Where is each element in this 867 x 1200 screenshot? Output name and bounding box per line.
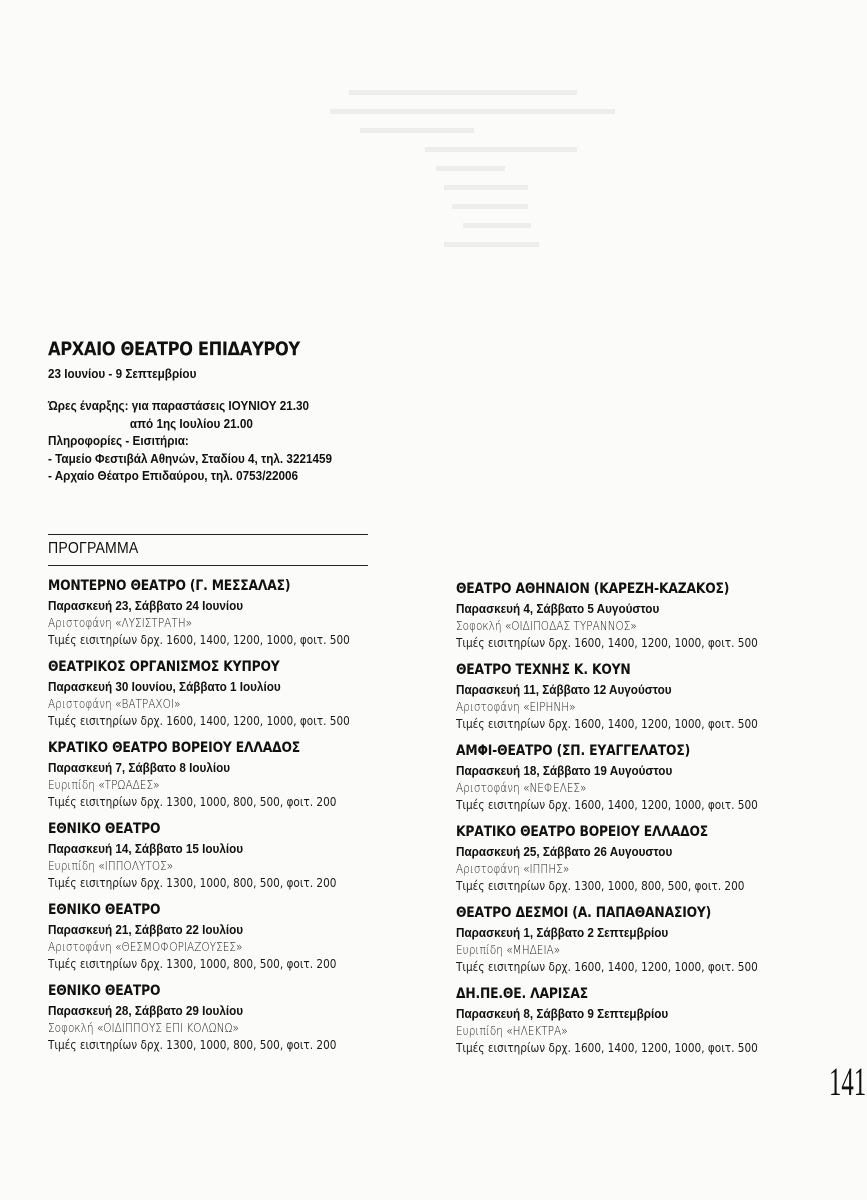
program-entry bbox=[456, 903, 836, 975]
ticket-prices: Τιμές εισιτηρίων δρχ. 1600, 1400, 1200, 1000, φοιτ. 500 bbox=[48, 632, 350, 647]
company-name: ΜΟΝΤΕΡΝΟ ΘΕΑΤΡΟ (Γ. ΜΕΣΣΑΛΑΣ) bbox=[48, 578, 291, 594]
program-entry bbox=[456, 579, 836, 651]
ticket-prices: Τιμές εισιτηρίων δρχ. 1300, 1000, 800, 500, φοιτ. 200 bbox=[456, 878, 745, 893]
performance-dates: Παρασκευή 28, Σάββατο 29 Ιουλίου bbox=[48, 1003, 244, 1018]
ticket-prices: Τιμές εισιτηρίων δρχ. 1600, 1400, 1200, 1000, φοιτ. 500 bbox=[456, 716, 758, 731]
page-number: 141 bbox=[829, 1059, 867, 1104]
company-name: ΕΘΝΙΚΟ ΘΕΑΤΡΟ bbox=[48, 821, 161, 837]
start-hours: Ώρες έναρξης: για παραστάσεις ΙΟΥΝΙΟΥ 21.30 bbox=[48, 398, 310, 413]
section-rule-top bbox=[48, 534, 368, 535]
program-column-left bbox=[48, 576, 428, 1062]
program-entry bbox=[456, 822, 836, 894]
program-entry bbox=[48, 657, 428, 729]
ticket-prices: Τιμές εισιτηρίων δρχ. 1300, 1000, 800, 500, φοιτ. 200 bbox=[48, 875, 337, 890]
ticket-prices: Τιμές εισιτηρίων δρχ. 1600, 1400, 1200, 1000, φοιτ. 500 bbox=[456, 959, 758, 974]
program-entry bbox=[456, 741, 836, 813]
program-column-right bbox=[456, 579, 836, 1065]
play-title: Αριστοφάνη «ΘΕΣΜΟΦΟΡΙΑΖΟΥΣΕΣ» bbox=[48, 939, 243, 954]
program-entry bbox=[48, 576, 428, 648]
play-title: Αριστοφάνη «ΙΠΠΗΣ» bbox=[456, 861, 570, 876]
ticket-prices: Τιμές εισιτηρίων δρχ. 1300, 1000, 800, 500, φοιτ. 200 bbox=[48, 1037, 337, 1052]
venue-title: ΑΡΧΑΙΟ ΘΕΑΤΡΟ ΕΠΙΔΑΥΡΟΥ bbox=[48, 338, 300, 360]
performance-dates: Παρασκευή 7, Σάββατο 8 Ιουλίου bbox=[48, 760, 231, 775]
performance-dates: Παρασκευή 21, Σάββατο 22 Ιουλίου bbox=[48, 922, 244, 937]
box-office-athens: - Ταμείο Φεστιβάλ Αθηνών, Σταδίου 4, τηλ. 3221459 bbox=[48, 450, 332, 466]
company-name: ΘΕΑΤΡΙΚΟΣ ΟΡΓΑΝΙΣΜΟΣ ΚΥΠΡΟΥ bbox=[48, 659, 280, 675]
performance-dates: Παρασκευή 18, Σάββατο 19 Αυγούστου bbox=[456, 763, 673, 778]
info-label: Πληροφορίες - Εισιτήρια: bbox=[48, 433, 189, 448]
start-hours-july: από 1ης Ιουλίου 21.00 bbox=[129, 415, 253, 431]
company-name: ΘΕΑΤΡΟ ΤΕΧΝΗΣ Κ. ΚΟΥΝ bbox=[456, 662, 631, 678]
program-entry bbox=[48, 819, 428, 891]
box-office-epidaurus: - Αρχαίο Θέατρο Επιδαύρου, τηλ. 0753/22006 bbox=[48, 468, 298, 483]
company-name: ΘΕΑΤΡΟ ΔΕΣΜΟΙ (Α. ΠΑΠΑΘΑΝΑΣΙΟΥ) bbox=[456, 905, 712, 921]
performance-dates: Παρασκευή 23, Σάββατο 24 Ιουνίου bbox=[48, 598, 244, 613]
program-entry bbox=[456, 984, 836, 1056]
performance-dates: Παρασκευή 30 Ιουνίου, Σάββατο 1 Ιουλίου bbox=[48, 679, 281, 694]
section-rule-bottom bbox=[48, 565, 368, 566]
company-name: ΘΕΑΤΡΟ ΑΘΗΝΑΙΟΝ (ΚΑΡΕΖΗ-ΚΑΖΑΚΟΣ) bbox=[456, 581, 730, 597]
venue-header bbox=[48, 338, 408, 485]
performance-dates: Παρασκευή 4, Σάββατο 5 Αυγούστου bbox=[456, 601, 660, 616]
performance-dates: Παρασκευή 14, Σάββατο 15 Ιουλίου bbox=[48, 841, 244, 856]
performance-dates: Παρασκευή 11, Σάββατο 12 Αυγούστου bbox=[456, 682, 672, 697]
program-entry bbox=[48, 900, 428, 972]
company-name: ΚΡΑΤΙΚΟ ΘΕΑΤΡΟ ΒΟΡΕΙΟΥ ΕΛΛΑΔΟΣ bbox=[456, 824, 709, 840]
festival-dates: 23 Ιουνίου - 9 Σεπτεμβρίου bbox=[48, 366, 197, 381]
play-title: Ευριπίδη «ΤΡΩΑΔΕΣ» bbox=[48, 777, 160, 792]
ticket-prices: Τιμές εισιτηρίων δρχ. 1300, 1000, 800, 500, φοιτ. 200 bbox=[48, 956, 337, 971]
play-title: Ευριπίδη «ΗΛΕΚΤΡΑ» bbox=[456, 1023, 568, 1038]
company-name: ΚΡΑΤΙΚΟ ΘΕΑΤΡΟ ΒΟΡΕΙΟΥ ΕΛΛΑΔΟΣ bbox=[48, 740, 301, 756]
company-name: ΕΘΝΙΚΟ ΘΕΑΤΡΟ bbox=[48, 983, 161, 999]
ticket-prices: Τιμές εισιτηρίων δρχ. 1300, 1000, 800, 500, φοιτ. 200 bbox=[48, 794, 337, 809]
section-title: ΠΡΟΓΡΑΜΜΑ bbox=[48, 540, 139, 557]
play-title: Αριστοφάνη «ΒΑΤΡΑΧΟΙ» bbox=[48, 696, 181, 711]
play-title: Ευριπίδη «ΜΗΔΕΙΑ» bbox=[456, 942, 561, 957]
program-entry bbox=[48, 738, 428, 810]
ticket-prices: Τιμές εισιτηρίων δρχ. 1600, 1400, 1200, 1000, φοιτ. 500 bbox=[456, 1040, 758, 1055]
bleed-through-text bbox=[330, 90, 710, 370]
ticket-prices: Τιμές εισιτηρίων δρχ. 1600, 1400, 1200, 1000, φοιτ. 500 bbox=[456, 635, 758, 650]
company-name: ΕΘΝΙΚΟ ΘΕΑΤΡΟ bbox=[48, 902, 161, 918]
company-name: ΑΜΦΙ-ΘΕΑΤΡΟ (ΣΠ. ΕΥΑΓΓΕΛΑΤΟΣ) bbox=[456, 743, 691, 759]
play-title: Σοφοκλή «ΟΙΔΙΠΠΟΥΣ ΕΠΙ ΚΟΛΩΝΩ» bbox=[48, 1020, 239, 1035]
company-name: ΔΗ.ΠΕ.ΘΕ. ΛΑΡΙΣΑΣ bbox=[456, 986, 589, 1002]
program-entry bbox=[48, 981, 428, 1053]
play-title: Ευριπίδη «ΙΠΠΟΛΥΤΟΣ» bbox=[48, 858, 174, 873]
play-title: Αριστοφάνη «ΛΥΣΙΣΤΡΑΤΗ» bbox=[48, 615, 193, 630]
ticket-prices: Τιμές εισιτηρίων δρχ. 1600, 1400, 1200, 1000, φοιτ. 500 bbox=[456, 797, 758, 812]
play-title: Αριστοφάνη «ΝΕΦΕΛΕΣ» bbox=[456, 780, 587, 795]
ticket-prices: Τιμές εισιτηρίων δρχ. 1600, 1400, 1200, 1000, φοιτ. 500 bbox=[48, 713, 350, 728]
performance-dates: Παρασκευή 8, Σάββατο 9 Σεπτεμβρίου bbox=[456, 1006, 669, 1021]
performance-dates: Παρασκευή 1, Σάββατο 2 Σεπτεμβρίου bbox=[456, 925, 669, 940]
play-title: Αριστοφάνη «ΕΙΡΗΝΗ» bbox=[456, 699, 576, 714]
venue-info bbox=[48, 397, 372, 485]
program-entry bbox=[456, 660, 836, 732]
play-title: Σοφοκλή «ΟΙΔΙΠΟΔΑΣ ΤΥΡΑΝΝΟΣ» bbox=[456, 618, 637, 633]
performance-dates: Παρασκευή 25, Σάββατο 26 Αυγουστου bbox=[456, 844, 673, 859]
